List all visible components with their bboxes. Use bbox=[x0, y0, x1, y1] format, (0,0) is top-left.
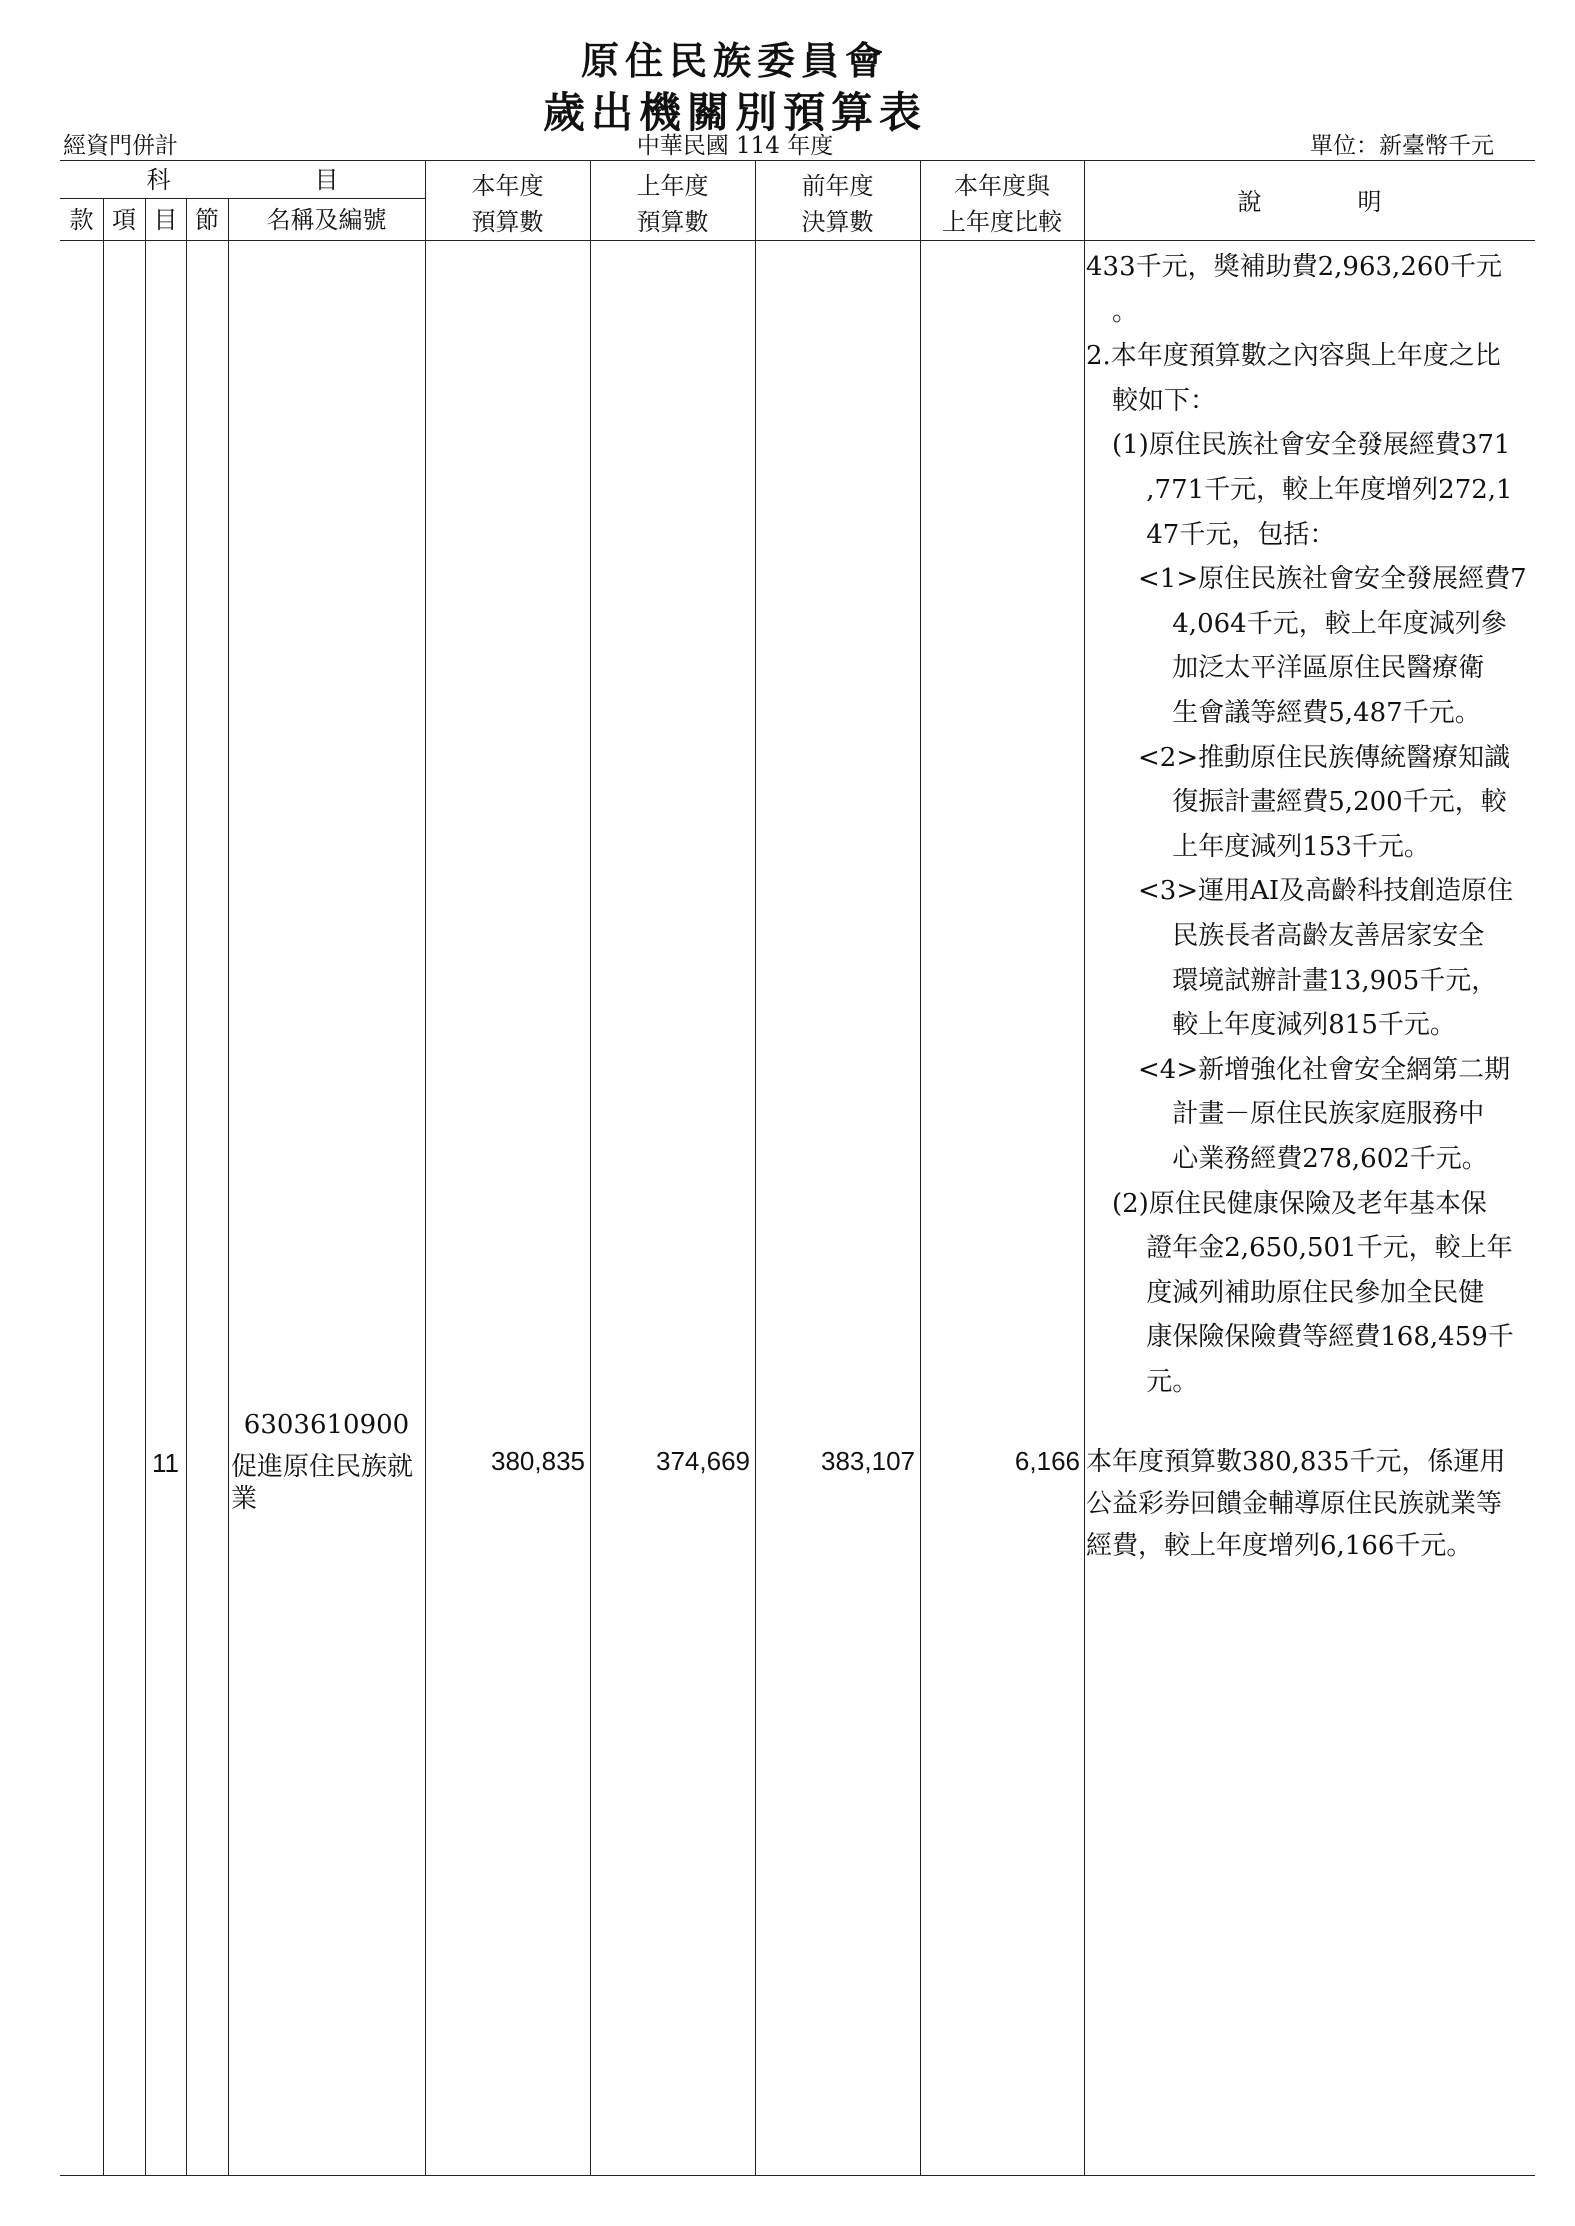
column-divider bbox=[755, 160, 756, 2175]
mu-header: 目 bbox=[153, 206, 178, 234]
fund-type-label: 經資門併計 bbox=[63, 133, 178, 159]
final-accounts-header-line2: 決算數 bbox=[801, 208, 874, 236]
final-accounts-header bbox=[755, 168, 920, 240]
explanation-line: <2>推動原住民族傳統醫療知識 bbox=[1086, 742, 1511, 773]
row-explanation-line: 本年度預算數380,835千元，係運用 bbox=[1086, 1447, 1506, 1477]
final-accounts-header-line1: 前年度 bbox=[801, 172, 874, 200]
previous-budget-header-line2: 預算數 bbox=[636, 208, 709, 236]
explanation-line: 心業務經費278,602千元。 bbox=[1086, 1144, 1488, 1174]
subject-group-header: 科 目 bbox=[146, 166, 339, 194]
explanation-line: 生會議等經費5,487千元。 bbox=[1086, 698, 1481, 728]
explanation-line: 康保險保險費等經費168,459千 bbox=[1086, 1322, 1514, 1353]
xiang-header: 項 bbox=[112, 206, 136, 234]
explanation-line: <1>原住民族社會安全發展經費7 bbox=[1086, 564, 1527, 595]
explanation-line: <4>新增強化社會安全網第二期 bbox=[1086, 1054, 1511, 1085]
comparison-header-line1: 本年度與 bbox=[954, 172, 1050, 200]
table-bottom-border bbox=[60, 2175, 1535, 2176]
row-code: 6303610900 bbox=[243, 1410, 410, 1440]
explanation-line: 較如下： bbox=[1086, 385, 1217, 416]
explanation-line: 加泛太平洋區原住民醫療衛 bbox=[1086, 653, 1485, 684]
fiscal-year-label: 中華民國 114 年度 bbox=[636, 133, 834, 159]
previous-budget-header bbox=[590, 168, 755, 240]
explanation-line: 2.本年度預算數之內容與上年度之比 bbox=[1086, 341, 1501, 372]
explanation-line: 上年度減列153千元。 bbox=[1086, 831, 1430, 862]
explanation-line: 。 bbox=[1086, 296, 1139, 327]
report-title: 歲出機關別預算表 bbox=[542, 88, 927, 137]
explanation-line: 計畫－原住民族家庭服務中 bbox=[1086, 1099, 1485, 1130]
comparison-header bbox=[920, 168, 1084, 240]
explanation-line: 47千元，包括： bbox=[1086, 519, 1336, 550]
current-budget-header-line2: 預算數 bbox=[471, 208, 544, 236]
explanation-line: 證年金2,650,501千元，較上年 bbox=[1086, 1233, 1513, 1264]
previous-budget-header-line1: 上年度 bbox=[636, 172, 709, 200]
current-budget-header-line1: 本年度 bbox=[471, 172, 544, 200]
row-previous-budget: 374,669 bbox=[656, 1446, 750, 1476]
unit-label: 單位：新臺幣千元 bbox=[1310, 133, 1494, 159]
row-explanation-line: 公益彩券回饋金輔導原住民族就業等 bbox=[1086, 1489, 1503, 1519]
explanation-line: ,771千元，較上年度增列272,1 bbox=[1086, 475, 1513, 505]
explanation-line: 環境試辦計畫13,905千元， bbox=[1086, 965, 1498, 996]
row-name-line1: 促進原住民族就 bbox=[231, 1452, 414, 1482]
column-divider bbox=[590, 160, 591, 2175]
current-budget-header bbox=[425, 168, 590, 240]
explanation-line: 433千元，獎補助費2,963,260千元 bbox=[1086, 252, 1502, 282]
explanation-line: 4,064千元，較上年度減列參 bbox=[1086, 608, 1507, 639]
column-divider bbox=[145, 198, 146, 2175]
comparison-header-line2: 上年度比較 bbox=[942, 208, 1062, 236]
explanation-line: 較上年度減列815千元。 bbox=[1086, 1010, 1456, 1041]
organization-title: 原住民族委員會 bbox=[580, 38, 889, 83]
explanation-line: 民族長者高齡友善居家安全 bbox=[1086, 921, 1485, 951]
column-divider bbox=[425, 160, 426, 2175]
jie-header: 節 bbox=[195, 206, 219, 234]
explanation-line: 復振計畫經費5,200千元，較 bbox=[1086, 787, 1507, 818]
column-divider bbox=[228, 198, 229, 2175]
column-divider bbox=[1084, 160, 1085, 2175]
explanation-header: 說 明 bbox=[1237, 188, 1382, 216]
row-mu-number: 11 bbox=[152, 1448, 179, 1478]
row-current-budget: 380,835 bbox=[491, 1446, 585, 1476]
explanation-line: 度減列補助原住民參加全民健 bbox=[1086, 1277, 1485, 1308]
explanation-line: <3>運用AI及高齡科技創造原住 bbox=[1086, 876, 1514, 907]
column-divider bbox=[103, 198, 104, 2175]
column-divider bbox=[920, 160, 921, 2175]
explanation-line: (1)原住民族社會安全發展經費371 bbox=[1086, 430, 1511, 461]
name-code-header: 名稱及編號 bbox=[266, 206, 387, 234]
kuan-header: 款 bbox=[69, 206, 94, 234]
header-bottom-border bbox=[60, 240, 1535, 241]
row-name-line2: 業 bbox=[231, 1484, 258, 1514]
subject-group-divider bbox=[60, 198, 425, 199]
column-divider bbox=[186, 198, 187, 2175]
explanation-line: 元。 bbox=[1086, 1367, 1199, 1397]
explanation-line: (2)原住民健康保險及老年基本保 bbox=[1086, 1188, 1487, 1219]
row-comparison: 6,166 bbox=[1014, 1446, 1080, 1476]
row-final-accounts: 383,107 bbox=[821, 1446, 915, 1476]
table-top-border bbox=[60, 160, 1535, 161]
row-explanation-line: 經費，較上年度增列6,166千元。 bbox=[1086, 1531, 1473, 1561]
